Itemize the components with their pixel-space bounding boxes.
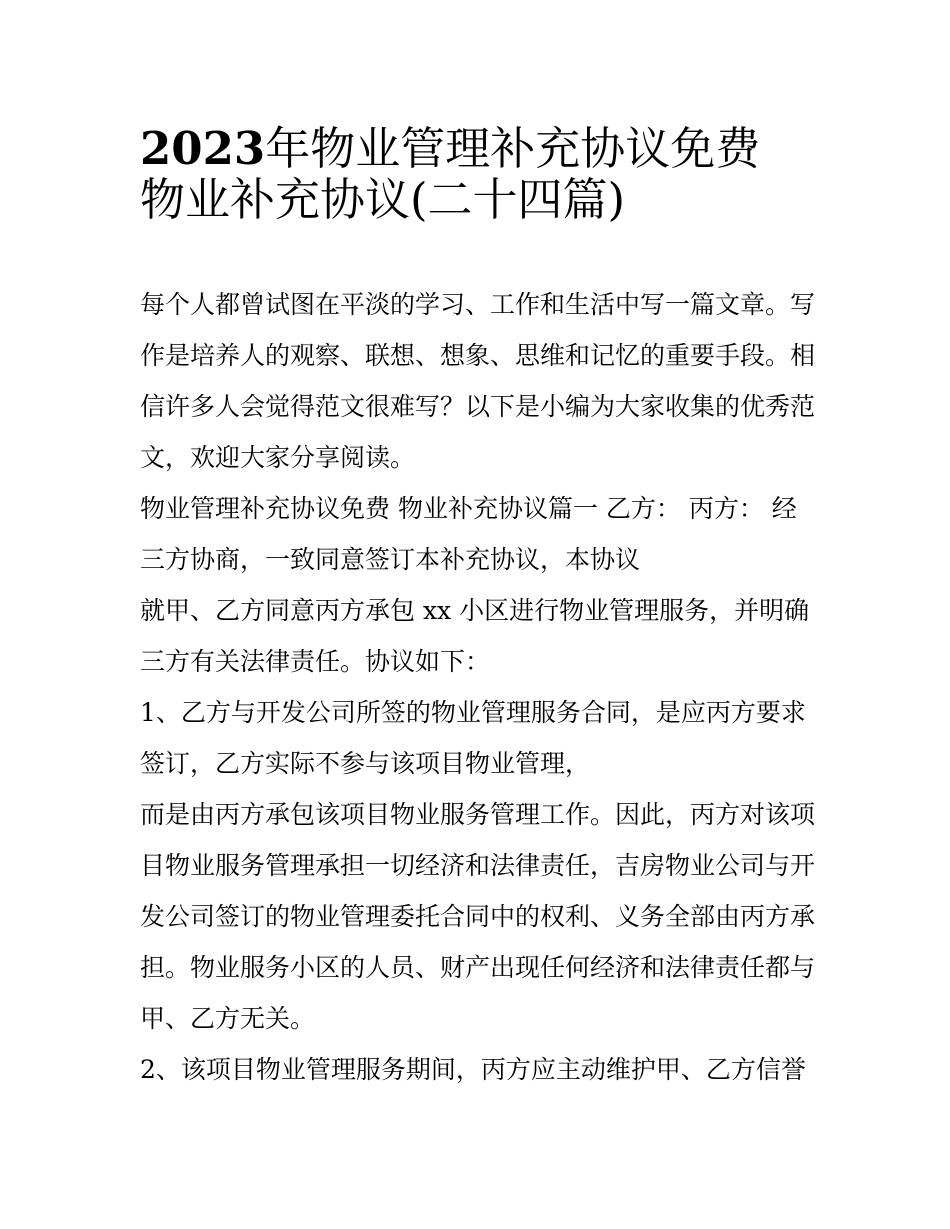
clause-1-continued-paragraph bbox=[140, 789, 820, 1044]
section-line: 就甲、乙方同意丙方承包 xx 小区进行物业管理服务，并明确 bbox=[140, 596, 810, 625]
intro-paragraph bbox=[140, 279, 820, 483]
title-year: 2023 bbox=[140, 122, 266, 175]
intro-line: 每个人都曾试图在平淡的学习、工作和生活中写一篇文章。写 bbox=[140, 290, 816, 319]
clause-1-paragraph bbox=[140, 687, 820, 789]
title-line-1-text: 年物业管理补充协议免费 bbox=[265, 122, 761, 175]
document-body bbox=[140, 279, 820, 1095]
clause-2-line: 2、该项目物业管理服务期间，丙方应主动维护甲、乙方信誉 bbox=[140, 1055, 806, 1084]
intro-line: 文，欢迎大家分享阅读。 bbox=[140, 443, 416, 472]
intro-line: 作是培养人的观察、联想、想象、思维和记忆的重要手段。相 bbox=[140, 341, 816, 370]
clause-1-line: 签订，乙方实际不参与该项目物业管理， bbox=[140, 749, 591, 778]
document-title bbox=[140, 112, 820, 237]
clause-1-cont-line: 甲、乙方无关。 bbox=[140, 1004, 316, 1033]
intro-line: 信许多人会觉得范文很难写？以下是小编为大家收集的优秀范 bbox=[140, 392, 816, 421]
section-line: 物业管理补充协议免费 物业补充协议篇一 乙方： 丙方： 经 bbox=[140, 494, 797, 523]
clause-1-cont-line: 目物业服务管理承担一切经济和法律责任，吉房物业公司与开 bbox=[140, 851, 816, 880]
section-line: 三方协商，一致同意签订本补充协议，本协议 bbox=[140, 545, 641, 574]
clause-1-line: 1、乙方与开发公司所签的物业管理服务合同，是应丙方要求 bbox=[140, 698, 806, 727]
clause-2-paragraph bbox=[140, 1044, 820, 1095]
clause-1-cont-line: 发公司签订的物业管理委托合同中的权利、义务全部由丙方承 bbox=[140, 902, 816, 931]
section-line: 三方有关法律责任。协议如下： bbox=[140, 647, 491, 676]
title-line-2: 物业补充协议(二十四篇) bbox=[140, 173, 626, 226]
clause-1-cont-line: 担。物业服务小区的人员、财产出现任何经济和法律责任都与 bbox=[140, 953, 816, 982]
clause-1-cont-line: 而是由丙方承包该项目物业服务管理工作。因此，丙方对该项 bbox=[140, 800, 816, 829]
title-line-1 bbox=[140, 112, 820, 175]
section-heading-paragraph bbox=[140, 483, 820, 687]
